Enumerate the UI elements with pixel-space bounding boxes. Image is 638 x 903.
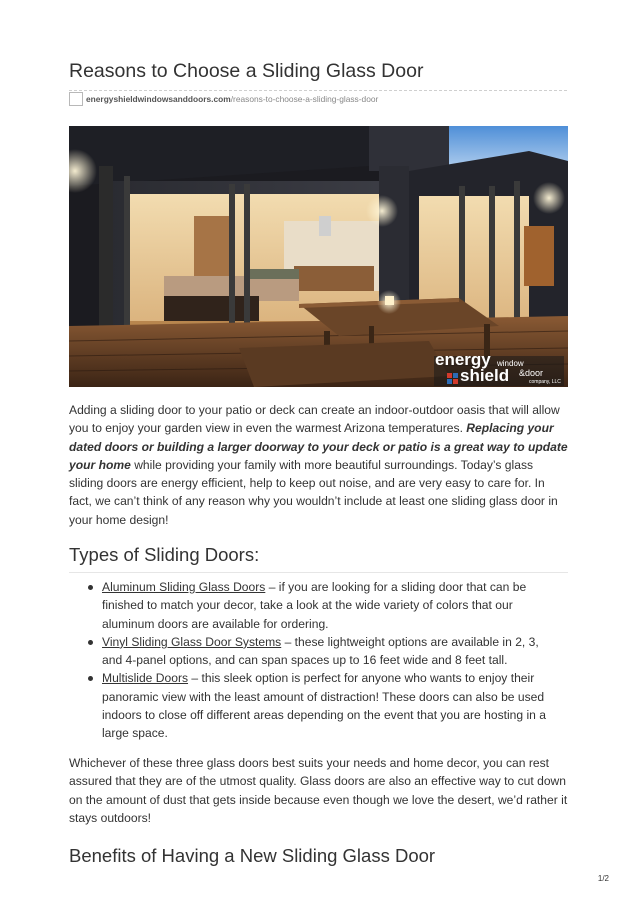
- list-item-text: – this sleek option is perfect for anyone who wants to enjoy their panoramic view with the least amount of distraction! These doors can also be used indoors to close off different areas depending on the event that you are hosting in a large space.: [102, 671, 546, 741]
- intro-text-start: Adding a sliding door to your patio or deck can create an indoor-outdoor oasis that will allow you to enjoy your garden view in even the warmest Arizona temperatures.: [69, 403, 560, 436]
- benefits-heading: Benefits of Having a New Sliding Glass Door: [69, 845, 436, 866]
- intro-emphasis: Replacing your dated doors or building a larger doorway to your deck or patio is a great way to update your home: [69, 421, 568, 472]
- bullet-icon: [88, 585, 93, 590]
- bullet-icon: [88, 640, 93, 645]
- favicon-icon: [69, 92, 83, 106]
- page-title: Reasons to Choose a Sliding Glass Door: [69, 60, 424, 82]
- list-item: [88, 669, 558, 742]
- types-heading: Types of Sliding Doors:: [69, 544, 260, 565]
- logo-text-window: window: [497, 359, 524, 368]
- logo-text-door: &door: [519, 368, 544, 378]
- intro-text-end: while providing your family with more beautiful surroundings. Today’s glass sliding doors are energy efficient, help to keep out noise, and are very easy to care for. In fact, we can’t think of any reason why you wouldn’t include at least one sliding glass door in your home design!: [69, 457, 558, 527]
- source-url-link[interactable]: [86, 94, 378, 104]
- list-item-text: – if you are looking for a sliding door that can be finished to match your decor, take a look at the wide variety of colors that our aluminum doors are available for ordering.: [102, 580, 527, 631]
- logo-text-shield: shield: [460, 366, 510, 385]
- logo-text-energy: energy: [435, 350, 491, 369]
- multislide-doors-link[interactable]: Multislide Doors: [102, 671, 189, 686]
- list-item: [88, 578, 558, 633]
- vinyl-doors-link[interactable]: Vinyl Sliding Glass Door Systems: [102, 634, 282, 649]
- aluminum-doors-link[interactable]: Aluminum Sliding Glass Doors: [102, 580, 266, 594]
- door-types-list: [88, 578, 558, 743]
- source-domain: energyshieldwindowsanddoors.com: [86, 94, 231, 104]
- intro-paragraph: [69, 401, 569, 529]
- logo-text-company: company, LLC: [529, 379, 561, 385]
- patio-photo: [69, 126, 568, 387]
- source-path: /reasons-to-choose-a-sliding-glass-door: [230, 94, 379, 104]
- list-item-text: – these lightweight options are available in 2, 3, and 4-panel options, and can span spaces up to 16 feet wide and 8 feet tall.: [102, 634, 539, 668]
- closing-paragraph: Whichever of these three glass doors best suits your needs and home decor, you can rest assured that they are of the utmost quality. Glass doors are also an effective way to cut down on the amount of dust that gets inside because even though we love the desert, we’d rather it stays outdoors!: [69, 756, 568, 825]
- hero-image: [69, 126, 568, 387]
- list-item: [88, 633, 558, 670]
- types-heading-rule: [69, 572, 568, 573]
- source-bar: [69, 90, 567, 109]
- page-number: 1/2: [597, 874, 609, 883]
- bullet-icon: [88, 676, 93, 681]
